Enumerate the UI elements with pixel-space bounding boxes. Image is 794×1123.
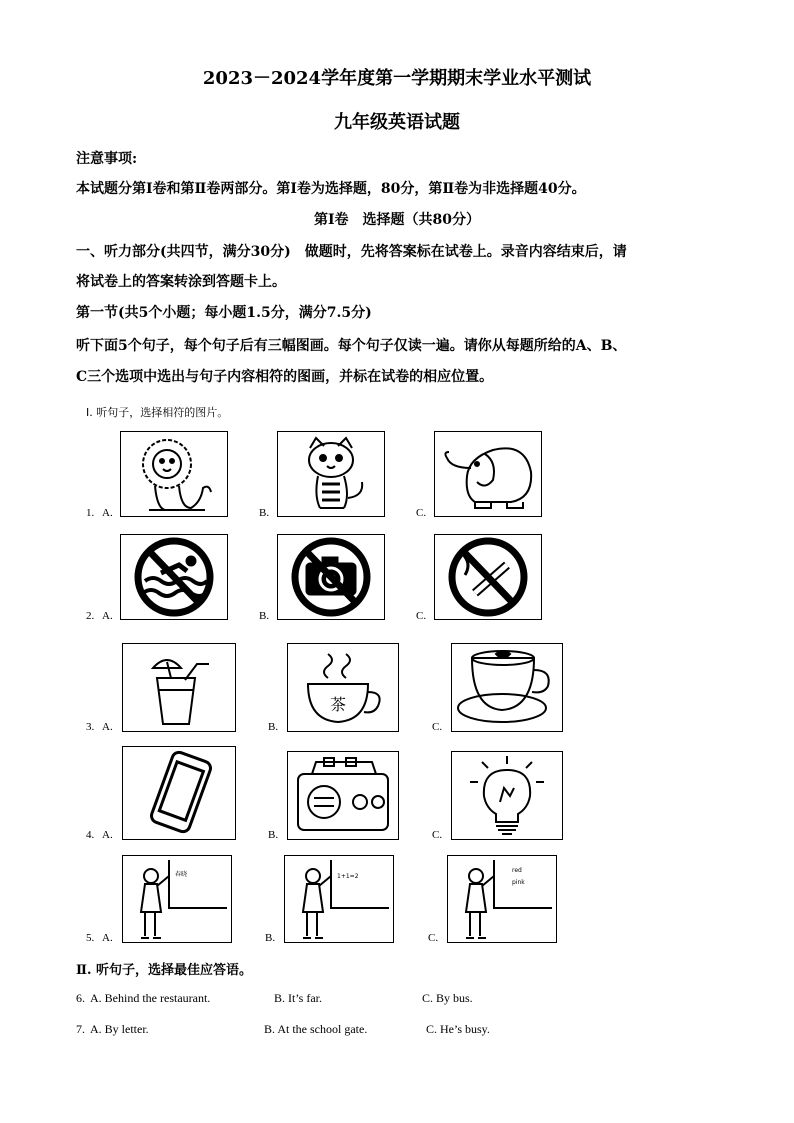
option-label: C.	[432, 829, 443, 841]
no-swimming-icon	[121, 535, 227, 619]
question-number: 2.	[86, 610, 95, 622]
no-smoking-icon	[435, 535, 541, 619]
q7-option-a[interactable]: A. By letter.	[90, 1022, 149, 1036]
option-label: C.	[428, 932, 439, 944]
tea-icon	[288, 644, 398, 731]
option-b-image[interactable]	[277, 534, 385, 620]
board-text: 春晓	[175, 871, 188, 878]
option-a-image[interactable]	[122, 746, 236, 840]
option-label: C.	[416, 507, 427, 519]
option-b-image[interactable]	[284, 855, 394, 943]
option-c-image[interactable]	[451, 643, 563, 732]
q6-number: 6.	[76, 991, 85, 1005]
q7-option-b[interactable]: B. At the school gate.	[264, 1022, 368, 1036]
page-subtitle: 九年级英语试题	[334, 112, 460, 133]
coffee-icon	[452, 644, 562, 731]
bulb-icon	[452, 752, 562, 839]
elephant-icon	[435, 432, 541, 516]
q7-number: 7.	[76, 1022, 85, 1036]
option-label: B.	[268, 721, 279, 733]
volume-heading: 第Ⅰ卷 选择题（共80分）	[313, 212, 481, 228]
q6-option-c[interactable]: C. By bus.	[422, 991, 473, 1005]
instruction-line1: 听下面5个句子，每个句子后有三幅图画。每个句子仅读一遍。请你从每题所给的A、B、	[76, 338, 627, 354]
notes-heading: 注意事项:	[76, 151, 138, 167]
part-ii-heading: Ⅱ. 听句子，选择最佳应答语。	[76, 963, 253, 978]
option-c-image[interactable]	[447, 855, 557, 943]
option-c-image[interactable]	[451, 751, 563, 840]
tea-character: 茶	[329, 695, 347, 714]
q7-option-c[interactable]: C. He’s busy.	[426, 1022, 490, 1036]
page-title: 2023－2024学年度第一学期期末学业水平测试	[202, 68, 592, 89]
option-label: A.	[102, 829, 113, 841]
option-a-image[interactable]	[120, 431, 228, 517]
notes-line: 本试题分第Ⅰ卷和第Ⅱ卷两部分。第Ⅰ卷为选择题，80分，第Ⅱ卷为非选择题40分。	[76, 181, 586, 197]
option-label: A.	[102, 610, 113, 622]
board-text: pink	[512, 879, 525, 886]
option-b-image[interactable]	[287, 643, 399, 732]
juice-icon	[123, 644, 235, 731]
option-label: B.	[259, 507, 270, 519]
lion-icon	[121, 432, 227, 516]
teacher-icon	[285, 856, 393, 942]
no-photo-icon	[278, 535, 384, 619]
question-number: 3.	[86, 721, 95, 733]
q6-option-b[interactable]: B. It’s far.	[274, 991, 322, 1005]
option-c-image[interactable]	[434, 431, 542, 517]
option-a-image[interactable]	[122, 643, 236, 732]
option-label: B.	[259, 610, 270, 622]
part-i-heading: I. 听句子，选择相符的图片。	[86, 406, 229, 419]
option-a-image[interactable]	[122, 855, 232, 943]
question-number: 4.	[86, 829, 95, 841]
section1-heading: 第一节(共5个小题；每小题1.5分，满分7.5分)	[76, 305, 372, 321]
question-number: 5.	[86, 932, 95, 944]
question-number: 1.	[86, 507, 95, 519]
option-b-image[interactable]	[277, 431, 385, 517]
option-label: A.	[102, 721, 113, 733]
option-c-image[interactable]	[434, 534, 542, 620]
board-text: red	[512, 867, 522, 874]
teacher-icon	[448, 856, 556, 942]
instruction-line2: C三个选项中选出与句子内容相符的图画，并标在试卷的相应位置。	[76, 369, 494, 385]
option-label: A.	[102, 932, 113, 944]
q6-option-a[interactable]: A. Behind the restaurant.	[90, 991, 211, 1005]
option-label: B.	[265, 932, 276, 944]
option-label: C.	[432, 721, 443, 733]
option-label: B.	[268, 829, 279, 841]
option-label: C.	[416, 610, 427, 622]
part1-line2: 将试卷上的答案转涂到答题卡上。	[76, 274, 286, 290]
option-label: A.	[102, 507, 113, 519]
part1-line1: 一、听力部分(共四节，满分30分) 做题时，先将答案标在试卷上。录音内容结束后，请	[76, 244, 627, 260]
option-a-image[interactable]	[120, 534, 228, 620]
option-b-image[interactable]	[287, 751, 399, 840]
teacher-icon	[123, 856, 231, 942]
board-text: 1+1=2	[337, 873, 359, 880]
radio-icon	[288, 752, 398, 839]
phone-icon	[123, 747, 235, 839]
tiger-icon	[278, 432, 384, 516]
